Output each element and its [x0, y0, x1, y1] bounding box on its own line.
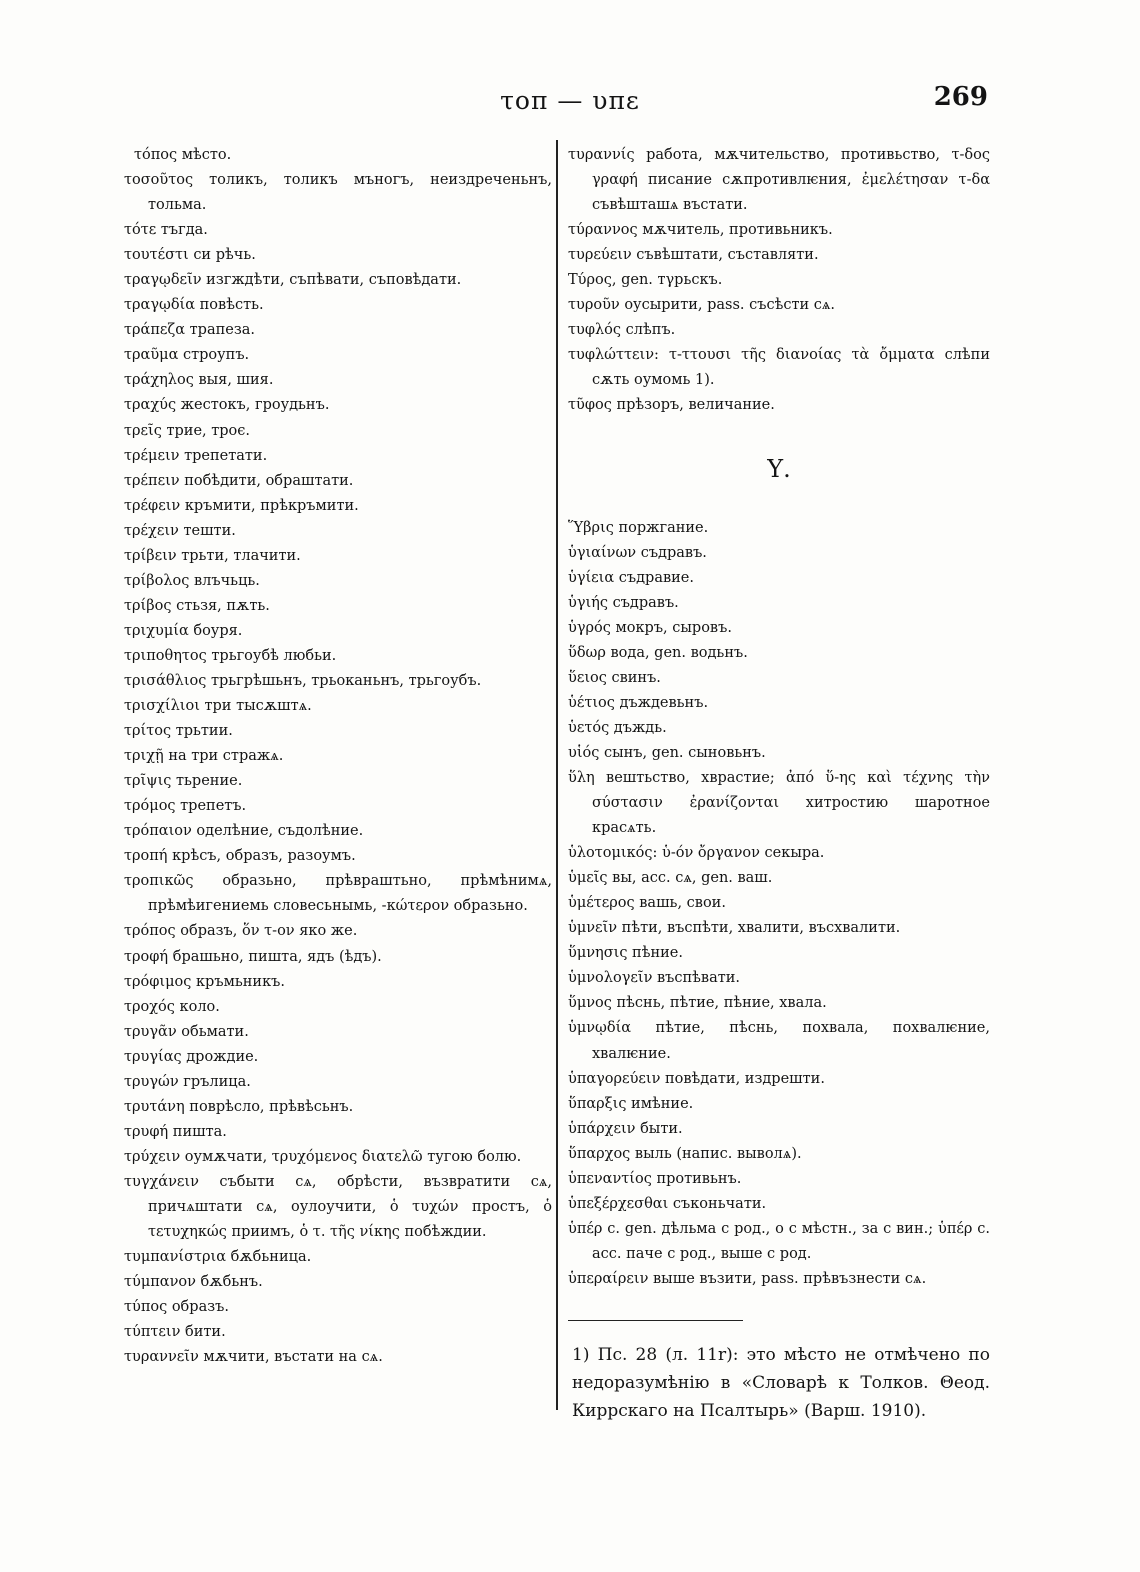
section-letter-heading: Υ. — [767, 454, 791, 483]
dictionary-entry: τρυγᾶν обьмати. — [124, 1023, 249, 1040]
dictionary-entry: ὑπαγορεύειν повѣдати, издрешти. — [568, 1070, 825, 1087]
dictionary-entry: τύπος образъ. — [124, 1299, 229, 1316]
dictionary-entry: τρυγών грълица. — [124, 1073, 251, 1090]
dictionary-entry: τρεῖς трие, троє. — [124, 422, 251, 439]
dictionary-entry: τρέπειν побѣдити, обраштати. — [124, 472, 354, 489]
dictionary-entry: τρισάθλιος трьгрѣшьнъ, трьоканьнъ, трьгоубъ. — [124, 672, 482, 689]
dictionary-entry: τυροῦν оусырити, pass. съсѣсти сѧ. — [568, 297, 836, 314]
dictionary-entry: ὕδωρ вода, gen. водьнъ. — [568, 644, 748, 661]
dictionary-entry: ὑμνολογεῖν въспѣвати. — [568, 970, 741, 987]
dictionary-entry: τουτέστι си рѣчь. — [124, 247, 256, 264]
dictionary-entry: τρυφή пишта. — [124, 1123, 227, 1140]
dictionary-entry: ὑγιής съдравъ. — [568, 594, 679, 611]
dictionary-entry: ὕπαρχος выль (напис. выволѧ). — [568, 1145, 802, 1162]
dictionary-entry: τύπτειν бити. — [124, 1324, 226, 1341]
dictionary-entry: ὕλη вештьство, хврастие; ἀπό ὕ-ης καὶ τέχνης τὴν σύστασιν ἐρανίζονται хитростию шаротное красѧть. — [568, 769, 990, 837]
dictionary-entry: ὑπάρχειν быти. — [568, 1120, 683, 1137]
dictionary-entry: τρόπαιον оделѣние, съдолѣние. — [124, 823, 364, 840]
dictionary-entry: τρέφειν кръмити, прѣкръмити. — [124, 497, 359, 514]
dictionary-entry: τυφλώττειν: τ-ττουσι τῆς διανοίας τὰ ὄμματα слѣпи сѫть оумомь 1). — [568, 347, 990, 389]
dictionary-entry: τριχῇ на три стражѧ. — [124, 748, 284, 765]
dictionary-entry: τρίβειν трьти, тлачити. — [124, 547, 301, 564]
dictionary-entry: τραγῳδεῖν изгждѣти, съпѣвати, съповѣдати. — [124, 272, 462, 289]
dictionary-entry: ὑμέτερος вашь, свои. — [568, 895, 726, 912]
dictionary-entry: τριποθητος трьгоубѣ любьи. — [124, 647, 337, 664]
dictionary-entry: τροπή крѣсъ, образъ, разоумъ. — [124, 848, 356, 865]
footnote: 1) Пс. 28 (л. 11r): это мѣсто не отмѣчено по недоразумѣнію в «Словарѣ к Толков. Θеод. Киррскаго на Псалтырь» (Варш. 1910). — [572, 1345, 990, 1422]
running-head: τοπ — υπε — [500, 86, 640, 115]
dictionary-entry: υἱός сынъ, gen. сыновьнъ. — [568, 744, 766, 761]
dictionary-entry: τράχηλος выя, шия. — [124, 372, 274, 389]
dictionary-entry: τότε тъгда. — [124, 222, 208, 239]
dictionary-entry: ὑετός дъждь. — [568, 719, 667, 736]
dictionary-entry: τρέχειν тешти. — [124, 522, 236, 539]
dictionary-entry: τρυτάνη поврѣсло, прѣвѣсьнъ. — [124, 1098, 354, 1115]
dictionary-entry: τρῖψις тьрение. — [124, 773, 243, 790]
dictionary-entry: τροχός коло. — [124, 998, 220, 1015]
dictionary-entry: ὕμνησις пѣние. — [568, 945, 683, 962]
dictionary-entry: ὕειος свинъ. — [568, 669, 661, 686]
dictionary-entry: ὕμνος пѣснь, пѣтие, пѣние, хвала. — [568, 995, 827, 1012]
dictionary-entry: τρίβολος влъчьць. — [124, 572, 260, 589]
dictionary-entry: τυραννίς работа, мѫчительство, противьство, τ-δος γραφή писание сѫпротивлѥния, ἐμελέτησαν τ-δα съвѣшташѧ въстати. — [568, 147, 990, 214]
dictionary-entry: τυγχάνειν събыти сѧ, обрѣсти, възвратити сѧ, причѧштати сѧ, оулоучити, ὁ τυχών простъ, ὁ τετυχηκώς приимъ, ὁ τ. τῆς νίκης побѣждии. — [124, 1173, 552, 1241]
dictionary-entry: ὑγιαίνων съдравъ. — [568, 544, 707, 561]
dictionary-entry: τράπεζα трапеза. — [124, 322, 255, 339]
dictionary-entry: τυραννεῖν мѫчити, въстати на сѧ. — [124, 1349, 383, 1366]
dictionary-entry: Ὕβρις поржгание. — [568, 519, 709, 536]
dictionary-entry: τρέμειν трепетати. — [124, 447, 268, 464]
dictionary-entry: τυφλός слѣпъ. — [568, 322, 676, 339]
dictionary-entry: ὑγίεια съдравие. — [568, 569, 694, 586]
dictionary-entry: τραχύς жестокъ, гроудьнъ. — [124, 397, 330, 414]
column-divider — [556, 140, 558, 1410]
dictionary-entry: τρίβος стьзя, пѫть. — [124, 597, 270, 614]
dictionary-entry: ὑμνῳδία пѣтие, пѣснь, похвала, похвалѥние, хвалѥние. — [568, 1020, 990, 1062]
footnote-rule — [568, 1320, 743, 1322]
dictionary-entry: ὕπαρξις имѣние. — [568, 1095, 694, 1112]
dictionary-entry: τῦφος прѣзоръ, величание. — [568, 397, 775, 414]
dictionary-entry: τύραννος мѫчитель, противьникъ. — [568, 222, 833, 239]
dictionary-entry: τρόμος трепетъ. — [124, 798, 247, 815]
dictionary-entry: ὑμεῖς вы, acc. сѧ, gen. ваш. — [568, 870, 773, 887]
dictionary-entry: Τύρος, gen. тγрьскъ. — [568, 272, 723, 289]
dictionary-entry: τύμπανον бѫбьнъ. — [124, 1274, 263, 1291]
dictionary-entry: ὑπεραίρειν выше възити, pass. прѣвъзнести сѧ. — [568, 1270, 927, 1287]
dictionary-entry: ὑπεναντίος противьнъ. — [568, 1170, 742, 1187]
dictionary-entry: τρίτος трьтии. — [124, 723, 233, 740]
dictionary-entry: ὑπεξέρχεσθαι съконьчати. — [568, 1195, 767, 1212]
page-header — [0, 82, 1140, 122]
dictionary-entry: τροπικῶς образьно, прѣвраштьно, прѣмѣнимѧ, прѣмѣигениемь словесьнымь, -κώτερον образьно. — [124, 873, 552, 915]
dictionary-entry: τρυγίας дрождие. — [124, 1048, 259, 1065]
dictionary-entry: ὑπέρ c. gen. дѣльма с род., о с мѣстн., за с вин.; ὑπέρ c. acc. паче с род., выше с род. — [568, 1220, 990, 1262]
dictionary-entry: τυμπανίστρια бѫбьница. — [124, 1249, 312, 1266]
left-column — [124, 143, 552, 1370]
dictionary-entry: ὑμνεῖν пѣти, въспѣти, хвалити, въсхвалити. — [568, 920, 901, 937]
dictionary-entry: τυρεύειν съвѣштати, съставляти. — [568, 247, 819, 264]
dictionary-entry: ὑέτιος дъждевьнъ. — [568, 694, 709, 711]
right-column — [568, 143, 990, 1425]
dictionary-entry: τόπος мѣсто. — [134, 147, 232, 163]
dictionary-entry: τραῦμα строупъ. — [124, 347, 250, 364]
dictionary-entry: τριχυμία боуря. — [124, 622, 243, 639]
dictionary-entry: τρισχίλιοι три тысѫштѧ. — [124, 698, 312, 715]
dictionary-entry: ὑγρός мокръ, сыровъ. — [568, 619, 732, 636]
dictionary-entry: τρύχειν оумѫчати, τρυχόμενος διατελῶ тугою болю. — [124, 1148, 522, 1165]
dictionary-entry: τρόφιμος кръмьникъ. — [124, 973, 285, 990]
dictionary-entry: τοσοῦτος толикъ, толикъ мъногъ, неиздреченьнъ, тольма. — [124, 172, 552, 214]
page-number: 269 — [933, 82, 988, 112]
dictionary-entry: τρόπος образъ, ὅν τ-ον яко же. — [124, 923, 358, 940]
dictionary-entry: τραγῳδία повѣсть. — [124, 297, 264, 314]
dictionary-entry: τροφή брашьно, пишта, ядъ (ѣдъ). — [124, 948, 382, 965]
dictionary-entry: ὑλοτομικός: ὑ-όν ὄργανον секыра. — [568, 845, 825, 862]
